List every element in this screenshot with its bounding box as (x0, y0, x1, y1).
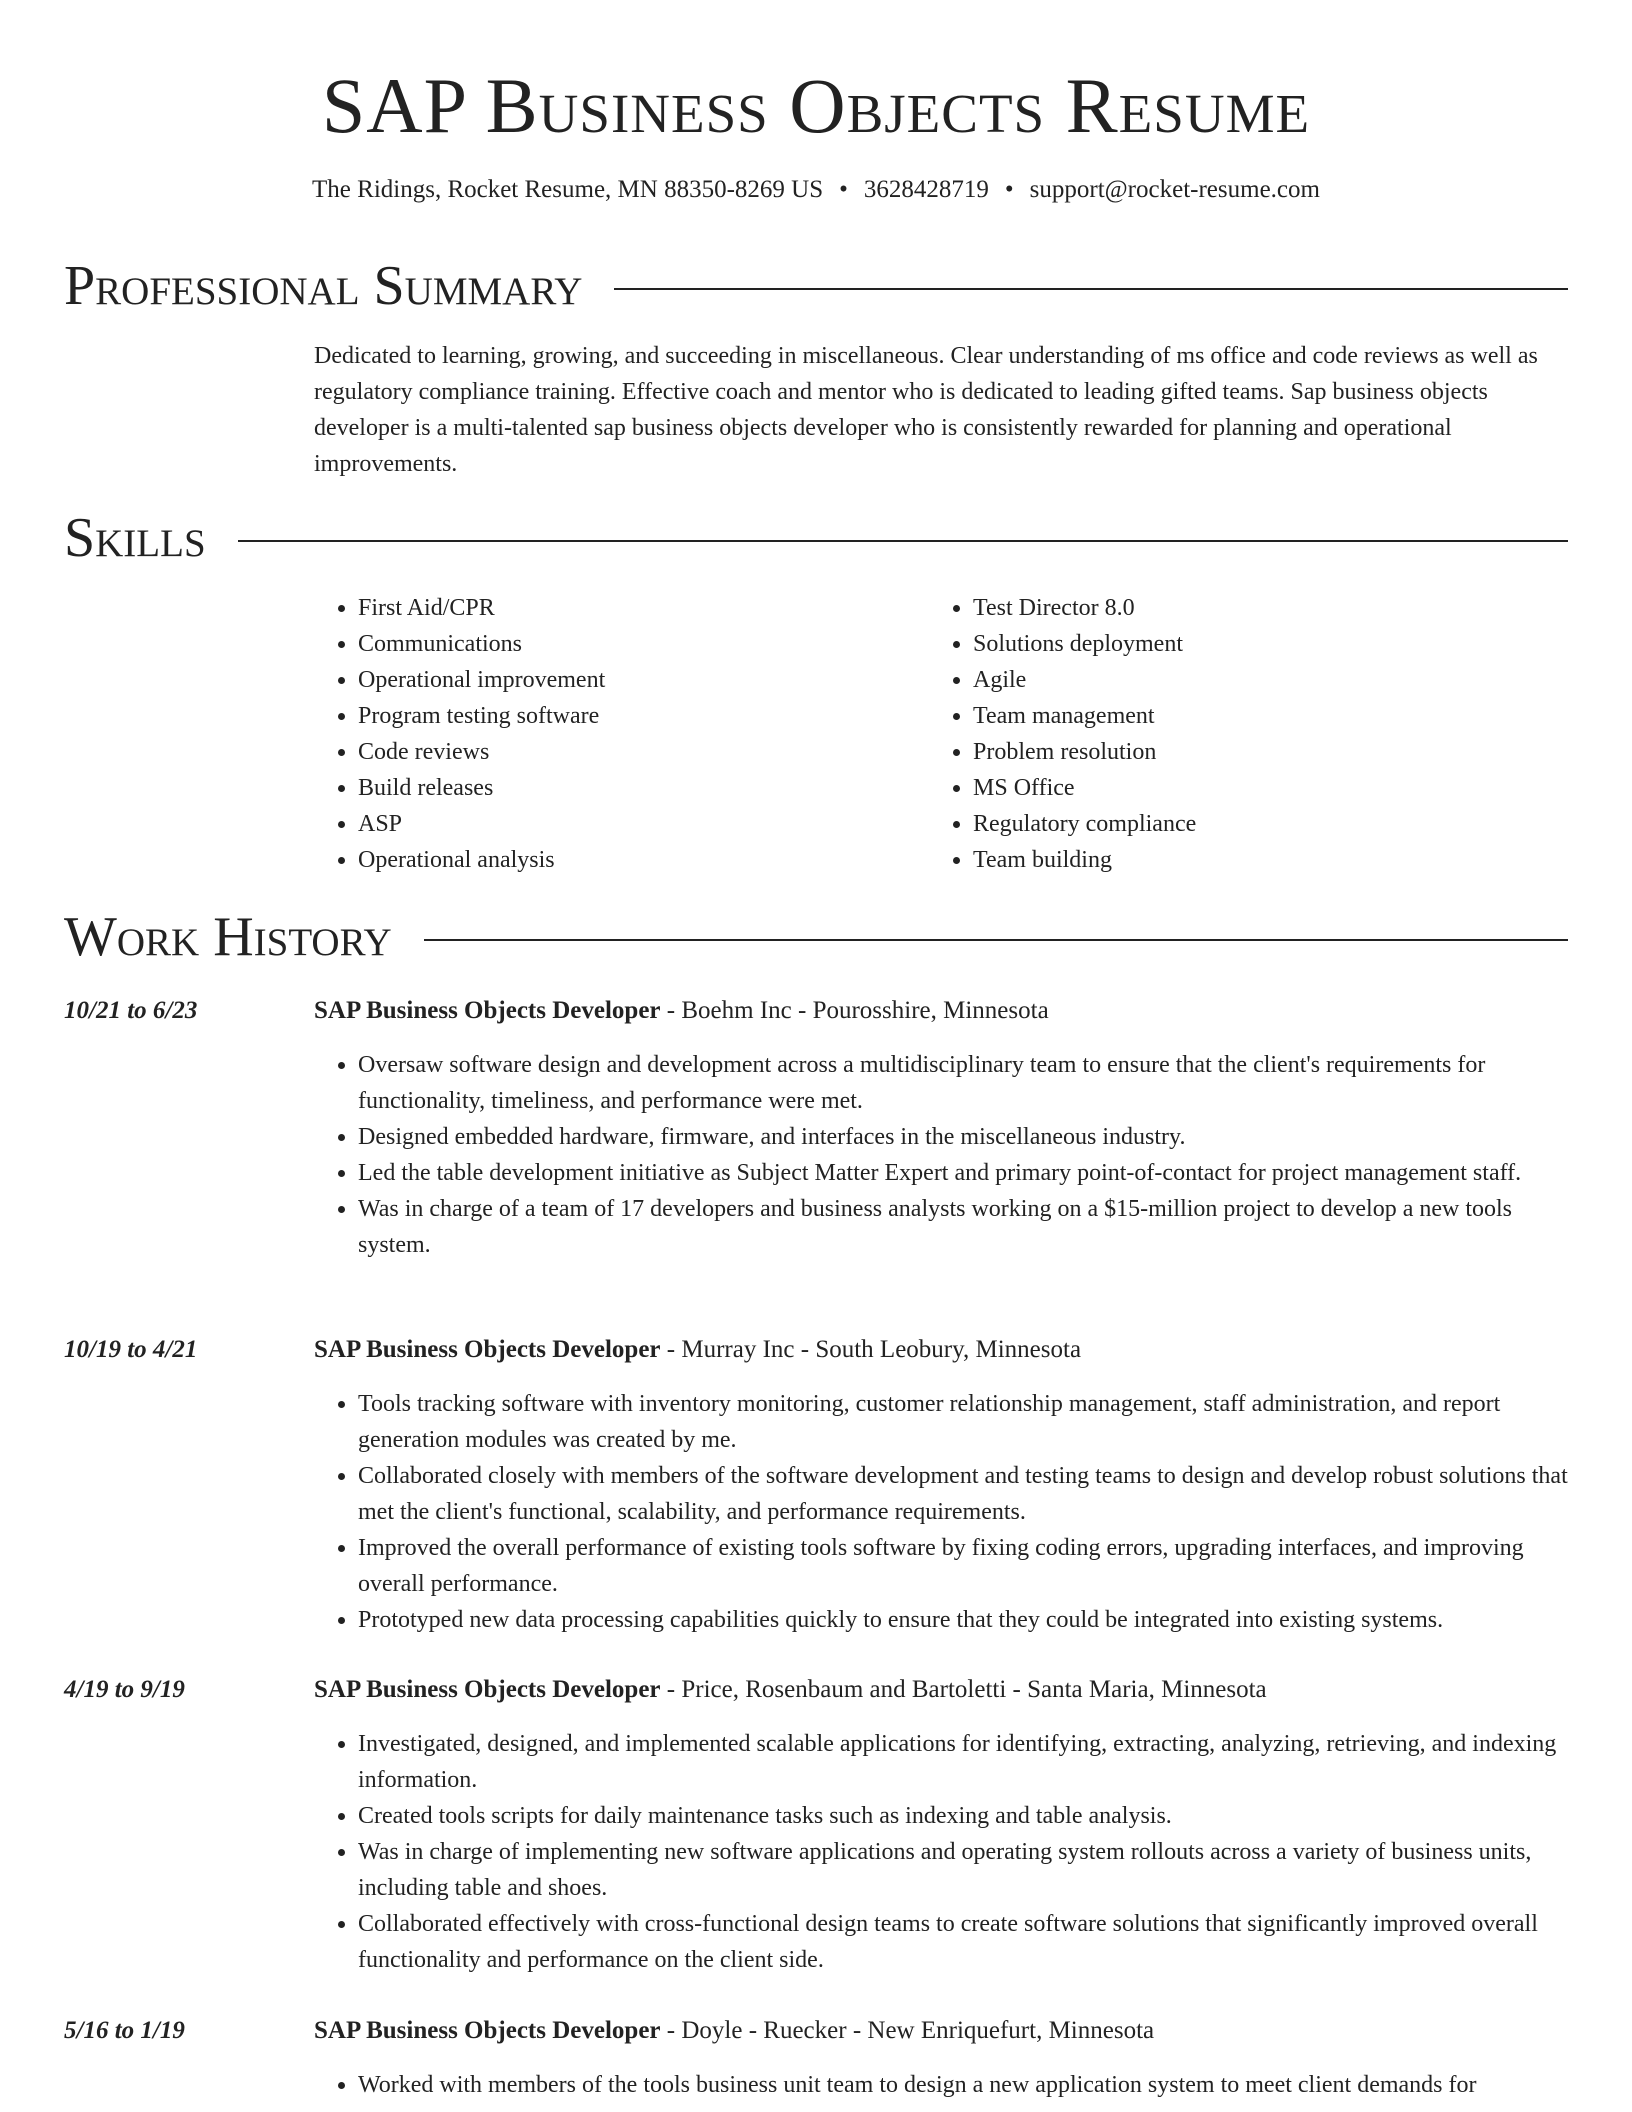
job-title: SAP Business Objects Developer (314, 1336, 661, 1363)
job-title: SAP Business Objects Developer (314, 1676, 661, 1703)
skill-item: • Build releases (358, 770, 929, 806)
skill-item: • Team management (973, 698, 1544, 734)
job-bullet: • Designed embedded hardware, firmware, and interfaces in the miscellaneous industry. (358, 1119, 1568, 1155)
skill-item: • Team building (973, 842, 1544, 878)
job-bullet: • Was in charge of implementing new software applications and operating system rollouts across a variety of business units, including table and shoes. (358, 1834, 1568, 1906)
job-bullet: • Collaborated closely with members of the software development and testing teams to design and develop robust solutions that met the client's functional, scalability, and performance requirements. (358, 1458, 1568, 1530)
summary-section-header (64, 254, 1568, 318)
skill-item: • First Aid/CPR (358, 590, 929, 626)
skill-item: • Communications (358, 626, 929, 662)
contact-separator: • (839, 176, 848, 203)
job-title: SAP Business Objects Developer (314, 2017, 661, 2044)
contact-email: support@rocket-resume.com (1029, 176, 1320, 203)
job-bullet: • Created tools scripts for daily maintenance tasks such as indexing and table analysis. (358, 1798, 1568, 1834)
skills-column-right (929, 590, 1544, 878)
section-divider (238, 540, 1568, 542)
job-bullet: • Worked with members of the tools business unit team to design a new application system to meet client demands for (358, 2067, 1568, 2103)
contact-address: The Ridings, Rocket Resume, MN 88350-8269 US (312, 176, 824, 203)
job-bullet: • Collaborated effectively with cross-functional design teams to create software solutions that significantly improved overall functionality and performance on the client side. (358, 1906, 1568, 1978)
job-bullet: • Prototyped new data processing capabilities quickly to ensure that they could be integrated into existing systems. (358, 1602, 1568, 1638)
skills-section-header (64, 506, 1568, 570)
skill-item: • ASP (358, 806, 929, 842)
job-company: - Murray Inc - South Leobury, Minnesota (660, 1336, 1082, 1363)
skill-item: • Test Director 8.0 (973, 590, 1544, 626)
job-bullet: • Improved the overall performance of existing tools software by fixing coding errors, upgrading interfaces, and improving overall performance. (358, 1530, 1568, 1602)
skills-heading: Skills (64, 507, 206, 569)
skill-item: • Regulatory compliance (973, 806, 1544, 842)
job-company: - Price, Rosenbaum and Bartoletti - Santa Maria, Minnesota (660, 1676, 1267, 1703)
skill-item: • Agile (973, 662, 1544, 698)
section-divider (424, 939, 1568, 941)
skill-item: • Operational analysis (358, 842, 929, 878)
skill-item: • MS Office (973, 770, 1544, 806)
job-title: SAP Business Objects Developer (314, 997, 661, 1024)
summary-text: Dedicated to learning, growing, and succeeding in miscellaneous. Clear understanding of ms office and code reviews as well as regulatory compliance training. Effective coach and mentor who is dedicated to leading gifted teams. Sap business objects developer is a multi-talented sap business objects developer who is consistently rewarded for planning and operational improvements. (314, 343, 1538, 477)
skill-item: • Solutions deployment (973, 626, 1544, 662)
contact-separator: • (1004, 176, 1014, 203)
job-dates: 10/19 to 4/21 (64, 1336, 198, 1363)
skills-column-left (314, 590, 929, 878)
skill-item: • Operational improvement (358, 662, 929, 698)
job-bullet: • Led the table development initiative as Subject Matter Expert and primary point-of-contact for project management staff. (358, 1155, 1568, 1191)
job-company: - Boehm Inc - Pourosshire, Minnesota (660, 997, 1049, 1024)
job-bullet-list (314, 1726, 1568, 1978)
job-heading (314, 1672, 1267, 1708)
job-dates: 5/16 to 1/19 (64, 2017, 185, 2044)
skill-item: • Code reviews (358, 734, 929, 770)
work-section-header (64, 905, 1568, 969)
skills-list (314, 590, 1568, 878)
job-bullet: • Tools tracking software with inventory monitoring, customer relationship management, staff administration, and report generation modules was created by me. (358, 1386, 1568, 1458)
job-bullet-list (314, 2067, 1568, 2103)
job-company: - Doyle - Ruecker - New Enriquefurt, Minnesota (660, 2017, 1155, 2044)
job-heading (314, 993, 1049, 1029)
job-heading (314, 1332, 1081, 1368)
work-heading: Work History (64, 906, 392, 968)
job-bullet: • Investigated, designed, and implemented scalable applications for identifying, extracting, analyzing, retrieving, and indexing information. (358, 1726, 1568, 1798)
contact-phone: 3628428719 (863, 176, 989, 203)
resume-title: SAP Business Objects Resume (321, 62, 1311, 149)
job-bullet-list (314, 1047, 1568, 1263)
job-bullet: • Oversaw software design and development across a multidisciplinary team to ensure that the client's requirements for functionality, timeliness, and performance were met. (358, 1047, 1568, 1119)
job-bullet: • Was in charge of a team of 17 developers and business analysts working on a $15-million project to develop a new tools system. (358, 1191, 1568, 1263)
contact-line (0, 172, 1632, 208)
section-divider (614, 288, 1568, 290)
skill-item: • Program testing software (358, 698, 929, 734)
summary-heading: Professional Summary (64, 255, 583, 317)
skill-item: • Problem resolution (973, 734, 1544, 770)
job-heading (314, 2013, 1154, 2049)
job-dates: 10/21 to 6/23 (64, 997, 198, 1024)
job-dates: 4/19 to 9/19 (64, 1676, 185, 1703)
job-bullet-list (314, 1386, 1568, 1638)
